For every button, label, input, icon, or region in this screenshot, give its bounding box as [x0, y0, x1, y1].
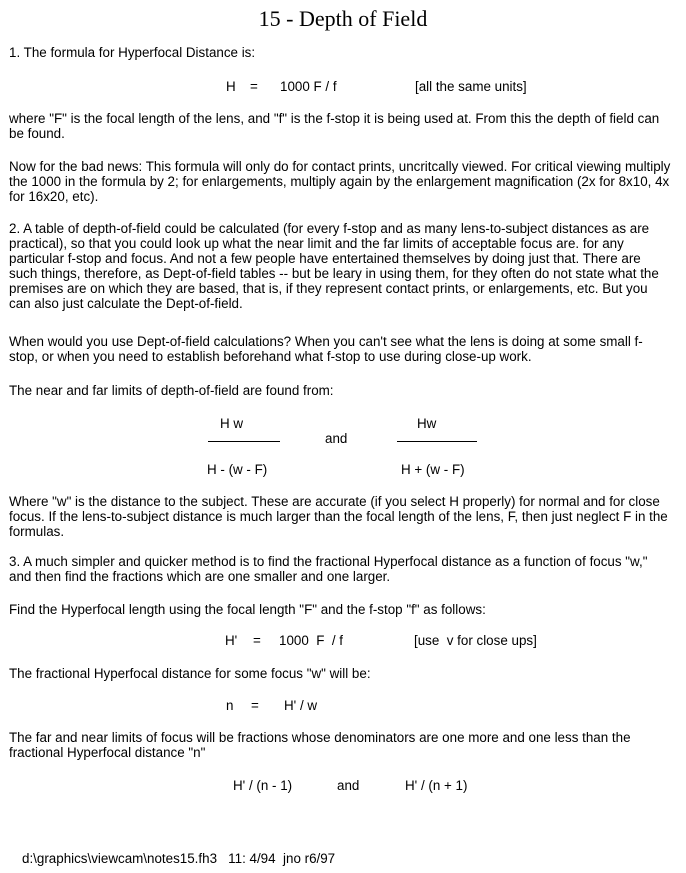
paragraph-bad-news: Now for the bad news: This formula will only do for contact prints, uncritcally viewed. For critical viewing multiply the 1000 in the formula by 2; for enlargements, multiply again by the enlargement magnification (2x for 8x10, 4x for 16x20, etc).: [9, 159, 671, 204]
paragraph-find-hyperfocal: Find the Hyperfocal length using the focal length "F" and the f-stop "f" as follows:: [9, 602, 486, 617]
paragraph-simpler-method: 3. A much simpler and quicker method is to find the fractional Hyperfocal distance as a function of focus "w," and then find the fractions which are one smaller and one larger.: [9, 554, 648, 584]
fraction-left-bar: [208, 441, 280, 442]
formula-hprime-lhs: H': [225, 633, 238, 648]
paragraph-fractional-hyperfocal: The fractional Hyperfocal distance for some focus "w" will be:: [9, 666, 371, 681]
formula-limit-and: and: [337, 778, 360, 793]
fraction-right-numerator: Hw: [417, 416, 437, 431]
formula-h-equals: =: [250, 79, 258, 94]
paragraph-where-w: Where "w" is the distance to the subject. These are accurate (if you select H properly) for normal and for close focus. If the lens-to-subject distance is much larger than the focal length of the lens, F, then just neglect F in the formulas.: [9, 494, 668, 539]
paragraph-near-far-intro: The near and far limits of depth-of-field are found from:: [9, 383, 334, 398]
fraction-right-bar: [397, 441, 477, 442]
paragraph-definitions: where "F" is the focal length of the lens, and "f" is the f-stop it is being used at. From this the depth of field can be found.: [9, 111, 660, 141]
paragraph-intro: 1. The formula for Hyperfocal Distance is:: [9, 45, 256, 60]
paragraph-dof-table: 2. A table of depth-of-field could be calculated (for every f-stop and as many lens-to-subject distances as are practical), so that you could look up what the near limit and the far limits of acceptable focus are. for any particular f-stop and focus. And not a few people have entertained themselves by doing just that. There are such things, therefore, as Dept-of-field tables -- but be leary in using them, for they often do not state what the premises are on which they are based, that is, if they represent contact prints, or enlargements, etc. But you can also just calculate the Dept-of-field.: [9, 221, 659, 311]
formula-h-note: [all the same units]: [415, 79, 527, 94]
file-path-footer: d:\graphics\viewcam\notes15.fh3 11: 4/94 jno r6/97: [22, 851, 336, 866]
formula-hprime-equals: =: [253, 633, 261, 648]
formula-n-lhs: n: [226, 698, 234, 713]
fraction-right-denominator: H + (w - F): [401, 462, 465, 477]
formula-limit-near: H' / (n + 1): [405, 778, 468, 793]
page-title: 15 - Depth of Field: [258, 6, 428, 31]
formula-n-equals: =: [251, 698, 259, 713]
fraction-and: and: [325, 431, 348, 446]
formula-h-lhs: H: [226, 79, 236, 94]
formula-n-rhs: H' / w: [284, 698, 318, 713]
fraction-left-denominator: H - (w - F): [207, 462, 268, 477]
formula-h-rhs: 1000 F / f: [280, 79, 337, 94]
formula-hprime-note: [use v for close ups]: [414, 633, 537, 648]
formula-hprime-rhs: 1000 F / f: [279, 633, 344, 648]
paragraph-when-to-use: When would you use Dept-of-field calculations? When you can't see what the lens is doing at some small f-stop, or when you need to establish beforehand what f-stop to use during close-up work.: [9, 334, 643, 364]
fraction-left-numerator: H w: [220, 416, 244, 431]
paragraph-far-near-limits: The far and near limits of focus will be fractions whose denominators are one more and one less than the fractional Hyperfocal distance "n": [9, 730, 631, 760]
formula-limit-far: H' / (n - 1): [233, 778, 293, 793]
